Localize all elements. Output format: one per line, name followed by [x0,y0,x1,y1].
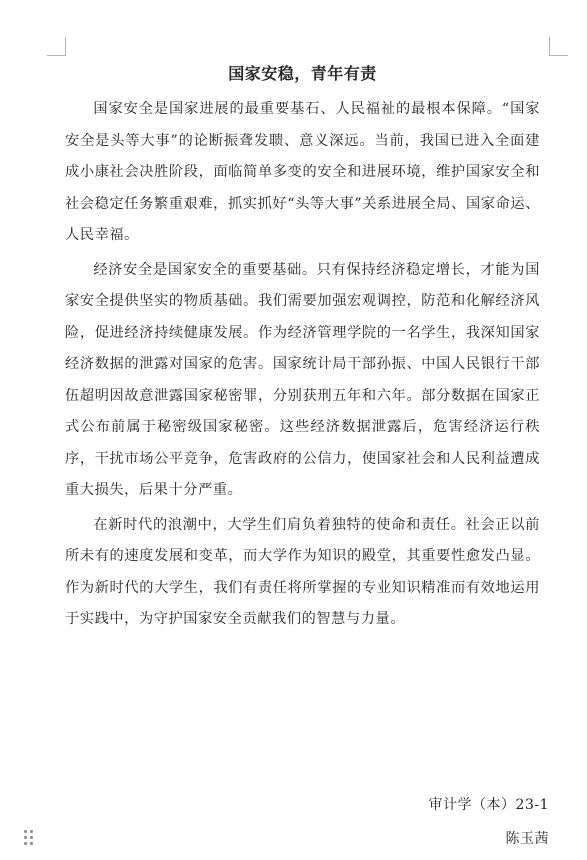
document-body[interactable] [65,58,540,636]
crop-mark-top-right [549,37,568,56]
paragraph-1: 国家安全是国家进展的最重要基石、人民福祉的最根本保障。“国家安全是头等大事”的论断振聋发聩、意义深远。当前，我国已进入全面建成小康社会决胜阶段，面临简单多变的安全和进展环境，维护国家安全和社会稳定任务繁重艰难，抓实抓好“头等大事”关系进展全局、国家命运、人民幸福。 [65,101,540,243]
paragraph-3: 在新时代的浪潮中，大学生们肩负着独特的使命和责任。社会正以前所未有的速度发展和变革，而大学作为知识的殿堂，其重要性愈发凸显。作为新时代的大学生，我们有责任将所掌握的专业知识精准而有效地运用于实践中，为守护国家安全贡献我们的智慧与力量。 [65,516,540,627]
paragraph-2: 经济安全是国家安全的重要基础。只有保持经济稳定增长，才能为国家安全提供坚实的物质基础。我们需要加强宏观调控，防范和化解经济风险，促进经济持续健康发展。作为经济管理学院的一名学生，我深知国家经济数据的泄露对国家的危害。国家统计局干部孙振、中国人民银行干部伍超明因故意泄露国家秘密罪，分别获刑五年和六年。部分数据在国家正式公布前属于秘密级国家秘密。这些经济数据泄露后，危害经济运行秩序，干扰市场公平竞争，危害政府的公信力，使国家社会和人民利益遭成重大损失，后果十分严重。 [65,261,540,498]
class-info: 审计学（本）23-1 [428,797,549,813]
document-title: 国家安稳，青年有责 [228,64,377,83]
drag-handle-icon[interactable] [24,830,36,850]
crop-mark-top-left [47,37,66,56]
author-name: 陈玉茜 [505,831,549,847]
